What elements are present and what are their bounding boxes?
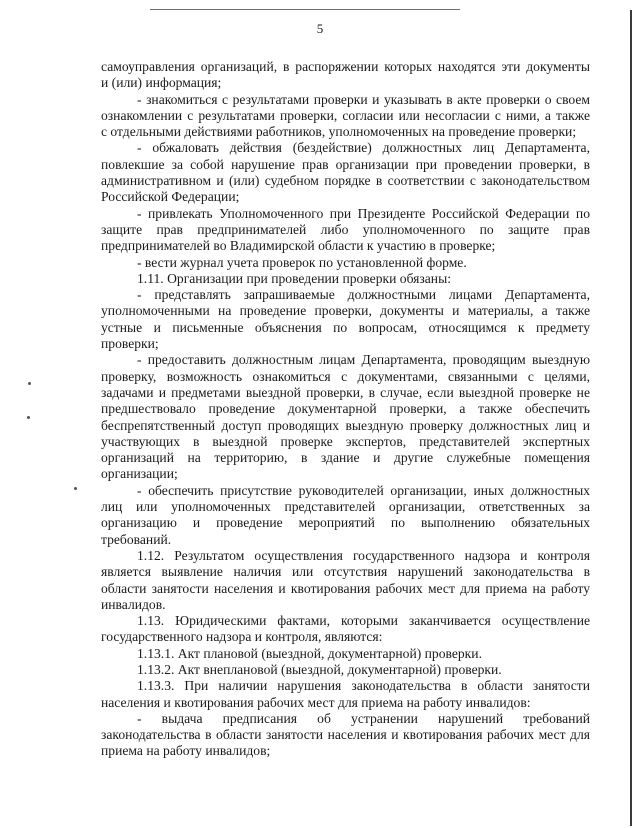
text-line: - знакомиться с результатами проверки и указывать в акте проверки о своем: [137, 91, 590, 107]
text-line: - обеспечить присутствие руководителей организации, иных должностных: [137, 482, 590, 498]
text-line: населения и квотирования рабочих мест для приема на работу инвалидов:: [101, 694, 531, 710]
text-line: защите прав предпринимателей либо уполномоченного по защите прав: [101, 221, 590, 237]
text-line: 1.13.1. Акт плановой (выездной, документарной) проверки.: [137, 645, 482, 661]
text-line: 1.13.3. При наличии нарушения законодательства в области занятости: [137, 678, 590, 694]
text-line: ознакомлении с результатами проверки, согласии или несогласии с ними, а также: [101, 107, 590, 123]
text-line: - вести журнал учета проверок по установленной форме.: [137, 254, 467, 270]
text-line: самоуправления организаций, в распоряжении которых находятся эти документы: [101, 59, 590, 74]
text-line: предшествовало проведение документарной проверки, а также обеспечить: [101, 401, 590, 417]
text-line: уполномоченными на проведение проверки, документы и материалы, а также: [101, 303, 590, 319]
text-line: проверку, возможность ознакомиться с документами, связанными с целями,: [101, 368, 590, 384]
text-line: организаций на территорию, в здание и другие служебные помещения: [101, 450, 590, 466]
text-line: устные и письменные объяснения по вопросам, относящимся к предмету: [101, 319, 590, 335]
text-line: 1.13.2. Акт внеплановой (выездной, документарной) проверки.: [137, 661, 502, 677]
text-line: является выявление наличия или отсутствия нарушений законодательства в: [101, 564, 590, 580]
scan-speck: [28, 382, 31, 385]
text-line: организацию и проведение мероприятий по выполнению обязательных: [101, 515, 590, 531]
top-scan-edge: [150, 9, 460, 10]
text-line: инвалидов.: [101, 596, 166, 612]
text-line: повлекшие за собой нарушение прав организации при проведении проверки, в: [101, 156, 590, 172]
text-line: - представлять запрашиваемые должностными лицами Департамента,: [137, 287, 590, 303]
text-line: приема на работу инвалидов;: [101, 743, 271, 759]
text-line: проверки;: [101, 336, 159, 352]
right-scan-edge: [630, 10, 632, 826]
text-line: Российской Федерации;: [101, 189, 240, 205]
text-line: - предоставить должностным лицам Департамента, проводящим выездную: [137, 352, 590, 368]
text-line: организации;: [101, 466, 178, 482]
text-line: 1.12. Результатом осуществления государственного надзора и контроля: [137, 547, 590, 563]
page-number: 5: [316, 21, 324, 36]
text-line: - выдача предписания об устранении нарушений требований: [137, 710, 590, 726]
scan-speck: [27, 416, 30, 419]
text-line: 1.11. Организации при проведении проверки обязаны:: [137, 270, 451, 286]
text-line: - обжаловать действия (бездействие) должностных лиц Департамента,: [137, 140, 590, 156]
text-line: с отдельными действиями работников, уполномоченных на проведение проверки;: [101, 124, 577, 140]
text-line: требований.: [101, 531, 172, 547]
text-line: и (или) информация;: [101, 75, 222, 91]
text-line: беспрепятственный доступ проводящих выездную проверку должностных лиц и: [101, 417, 590, 433]
text-line: законодательства в области занятости населения и квотирования рабочих мест для: [101, 727, 590, 743]
scan-speck: [74, 487, 77, 490]
text-line: участвующих в выездной проверке экспертов, представителей экспертных: [101, 433, 590, 449]
text-line: административном и (или) судебном порядке в соответствии с законодательством: [101, 173, 590, 189]
text-line: лиц или уполномоченных представителей организации, ответственных за: [101, 499, 590, 515]
text-line: 1.13. Юридическими фактами, которыми заканчивается осуществление: [137, 613, 590, 629]
document-body: [101, 59, 590, 760]
text-line: задачами и предметами выездной проверки, в случае, если выездной проверке не: [101, 384, 590, 400]
text-line: предпринимателей во Владимирской области к участию в проверке;: [101, 238, 496, 254]
text-line: - привлекать Уполномоченного при Президенте Российской Федерации по: [137, 205, 590, 221]
text-line: государственного надзора и контроля, являются:: [101, 629, 383, 645]
text-line: области занятости населения и квотирования рабочих мест для приема на работу: [101, 580, 590, 596]
